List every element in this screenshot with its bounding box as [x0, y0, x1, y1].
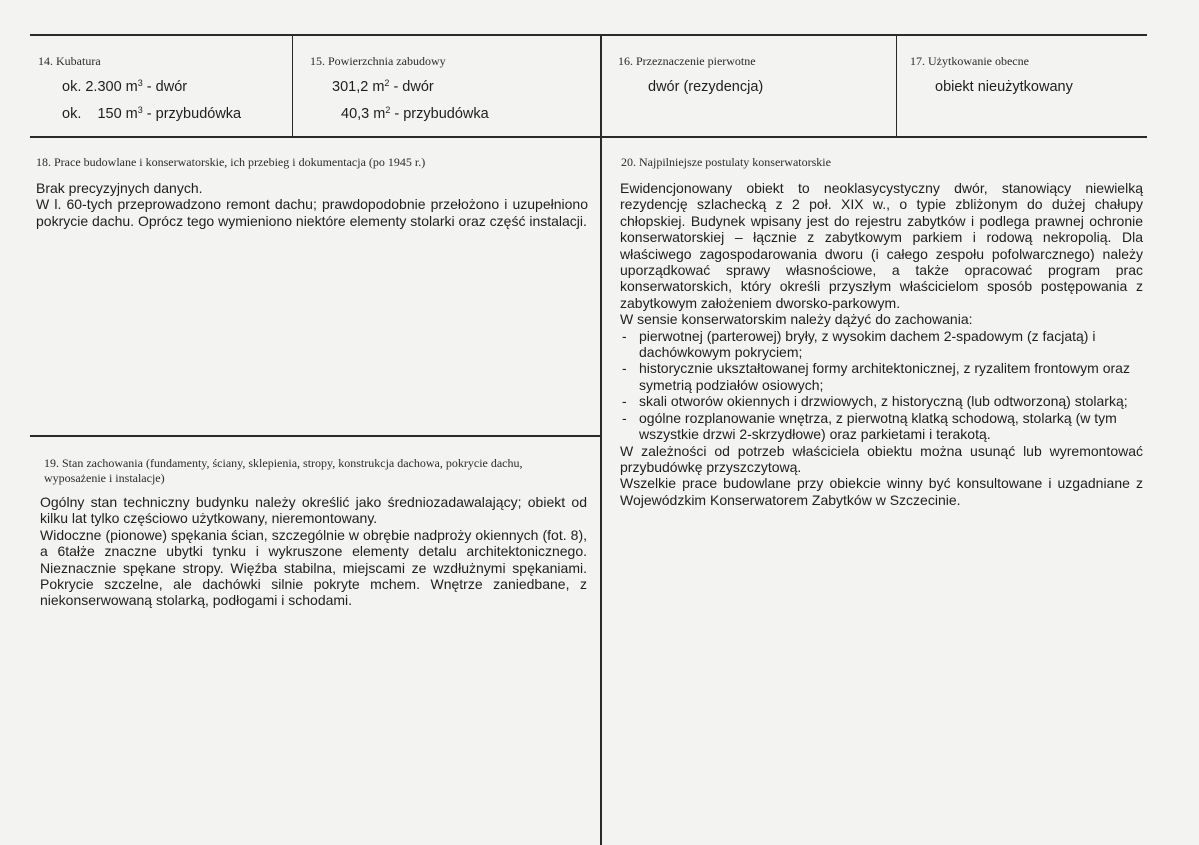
kubatura-title: 14. Kubatura: [38, 54, 101, 68]
stan-paragraph: Ogólny stan techniczny budynku należy określić jako średniozadawalający; obiekt od kilku lat tylko częściowo użytkowany, nieremontowany.: [40, 494, 587, 527]
powierzchnia-przybudowka: 40,3 $m^2$ - przybudówka: [341, 105, 489, 122]
postulaty-bullet-item: - ogólne rozplanowanie wnętrza, z pierwotną klatką schodową, stolarką (w tym wszystkie drzwi 2-skrzydłowe) oraz parkietami i terakotą.: [620, 410, 1143, 443]
postulaty-title: 20. Najpilniejsze postulaty konserwatorskie: [621, 155, 831, 169]
postulaty-lead: W sensie konserwatorskim należy dążyć do zachowania:: [620, 311, 973, 328]
prace-title: 18. Prace budowlane i konserwatorskie, ich przebieg i dokumentacja (po 1945 r.): [36, 155, 426, 169]
postulaty-bullets: [620, 328, 1143, 443]
row-divider: [30, 136, 1147, 138]
stan-title: 19. Stan zachowania (fundamenty, ściany, sklepienia, stropy, konstrukcja dachowa, pokrycie dachu, wyposażenie i instalacje): [44, 456, 523, 485]
col-divider-3: [896, 34, 897, 137]
uzytkowanie-title: 17. Użytkowanie obecne: [910, 54, 1029, 68]
col-divider-1: [292, 34, 293, 137]
powierzchnia-title: 15. Powierzchnia zabudowy: [310, 54, 446, 68]
prace-paragraph: W l. 60-tych przeprowadzono remont dachu; prawdopodobnie przełożono i uzupełniono pokrycie dachu. Oprócz tego wymieniono niektóre elementy stolarki oraz część instalacji.: [36, 196, 588, 229]
przeznaczenie-value: dwór (rezydencja): [648, 79, 764, 95]
przeznaczenie-title: 16. Przeznaczenie pierwotne: [618, 54, 756, 68]
top-border: [30, 34, 1147, 36]
postulaty-body: [620, 180, 1143, 508]
left-mid-divider: [30, 435, 601, 437]
postulaty-outro: Wszelkie prace budowlane przy obiekcie winny być konsultowane i uzgadniane z Wojewódzkim Konserwatorem Zabytków w Szczecinie.: [620, 475, 1143, 508]
postulaty-bullet-item: - historycznie ukształtowanej formy architektonicznej, z ryzalitem frontowym oraz symetrią podziałów osiowych;: [620, 360, 1143, 393]
uzytkowanie-value: obiekt nieużytkowany: [935, 79, 1073, 95]
powierzchnia-dwor: 301,2 $m^2$ - dwór: [332, 78, 434, 95]
stan-body: [40, 494, 587, 609]
kubatura-dwor: ok. 2.300 $m^3$ - dwór: [62, 78, 188, 95]
postulaty-bullet-item: - skali otworów okiennych i drzwiowych, z historyczną (lub odtworzoną) stolarką;: [620, 393, 1143, 409]
kubatura-przybudowka: ok. 150 $m^3$ - przybudówka: [62, 105, 242, 122]
prace-body: [36, 180, 588, 229]
postulaty-bullet-item: - pierwotnej (parterowej) bryły, z wysokim dachem 2-spadowym (z facjatą) i dachówkowym pokryciem;: [620, 328, 1143, 361]
col-divider-main: [600, 34, 602, 845]
stan-paragraph: Widoczne (pionowe) spękania ścian, szczególnie w obrębie nadproży okiennych (fot. 8), a 6tałże znaczne ubytki tynku i wykruszone elementy detalu architektonicznego. Nieznacznie spękane stropy. Więźba stabilna, miejscami ze wzdłużnymi spękaniami. Pokrycie szczelne, ale dachówki silnie pokryte mchem. Wnętrze zaniedbane, z niekonserwowaną stolarką, podłogami i schodami.: [40, 526, 587, 609]
postulaty-outro: W zależności od potrzeb właściciela obiektu można usunąć lub wyremontować przybudówkę przyszczytową.: [620, 442, 1143, 475]
prace-paragraph: Brak precyzyjnych danych.: [36, 180, 203, 196]
postulaty-intro: Ewidencjonowany obiekt to neoklasycystyczny dwór, stanowiący niewielką rezydencję szlachecką z 2 poł. XIX w., o typie zbliżonym do dużej chałupy chłopskiej. Budynek wpisany jest do rejestru zabytków i podlega prawnej ochronie konserwatorskiej – łącznie z zabytkowym parkiem i rodową nekropolią. Dla właściwego zagospodarowania dworu (i całego zespołu pofolwarcznego) należy uporządkować sprawy własnościowe, a także opracować program prac konserwatorskich, który określi przyszłym właścicielom sposób postępowania z zabytkowym założeniem dworsko-parkowym.: [620, 180, 1143, 311]
